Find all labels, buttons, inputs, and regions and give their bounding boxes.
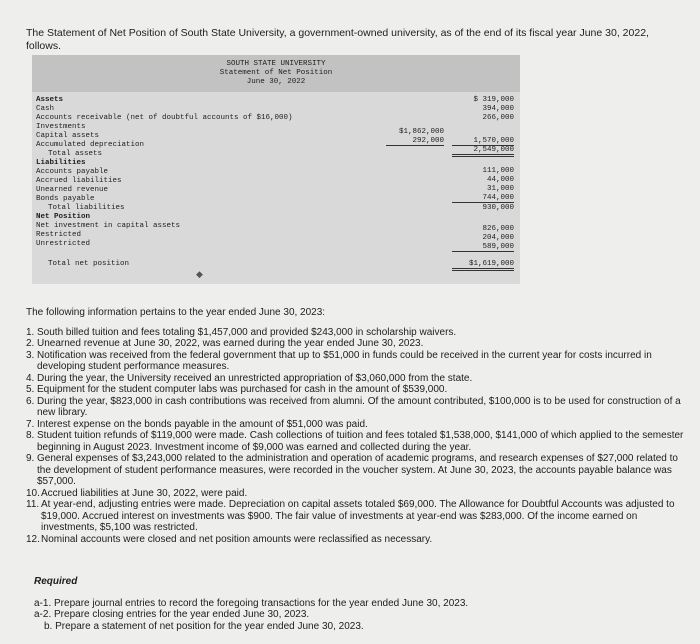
row-value: 589,000 <box>452 243 514 252</box>
row-label-total: Total liabilities <box>48 204 125 212</box>
row-liabilities-header: Liabilities <box>36 159 86 167</box>
required-item-a2: a-2. Prepare closing entries for the year ended June 30, 2023. <box>34 609 310 620</box>
statement-heading-date: June 30, 2022 <box>246 78 306 86</box>
list-item: 11. At year-end, adjusting entries were made. Depreciation on capital assets totaled $69,000. The Allowance for Doubtful Accounts was adjusted to $19,000. Accrued interest on investments was $900. The fair value of investments at year-end was $283,000. Of the income earned on investments, $5,100 was restricted. <box>26 499 675 533</box>
list-item: 6. During the year, $823,000 in cash contributions was received from alumni. Of the amount contributed, $100,000 is to be used for construction of a new library. <box>26 395 681 418</box>
row-value-col1: 292,000 <box>386 137 444 146</box>
statement-of-net-position <box>32 55 520 284</box>
row-net-position-header: Net Position <box>36 213 91 221</box>
list-item: 2. Unearned revenue at June 30, 2022, was earned during the year ended June 30, 2023. <box>26 338 424 349</box>
row-label: Accounts receivable (net of doubtful accounts of $16,000) <box>36 114 293 122</box>
required-item-b: b. Prepare a statement of net position for the year ended June 30, 2023. <box>44 620 364 632</box>
information-section <box>26 307 686 545</box>
required-section <box>34 576 468 632</box>
row-value: $ 319,000 <box>473 96 514 104</box>
row-value: 44,000 <box>486 176 514 184</box>
row-label: Accounts payable <box>36 168 109 176</box>
row-label: Accumulated depreciation <box>36 141 145 149</box>
required-item-a1: a-1. Prepare journal entries to record the foregoing transactions for the year ended June 30, 2023. <box>34 597 469 609</box>
row-label: Bonds payable <box>36 195 95 203</box>
statement-heading-title: Statement of Net Position <box>219 69 333 77</box>
list-item: 5. Equipment for the student computer labs was purchased for cash in the amount of $539,000. <box>26 384 448 395</box>
row-value-total: 2,549,000 <box>452 146 514 157</box>
row-label: Investments <box>36 123 86 131</box>
required-title: Required <box>34 576 78 587</box>
row-value: 744,000 <box>452 194 514 203</box>
statement-heading-university: SOUTH STATE UNIVERSITY <box>226 60 326 68</box>
list-item: 3. Notification was received from the federal government that up to $51,000 in funds could be received in the current year for costs incurred in developing student performance measures. <box>26 349 652 372</box>
list-item: 7. Interest expense on the bonds payable in the amount of $51,000 was paid. <box>26 418 368 430</box>
row-value: 266,000 <box>482 114 514 122</box>
row-value: 1,570,000 <box>452 137 514 146</box>
row-value: 394,000 <box>482 105 514 113</box>
row-label: Accrued liabilities <box>36 177 122 185</box>
list-item: 10. Accrued liabilities at June 30, 2022, were paid. <box>26 487 248 499</box>
row-value: 826,000 <box>482 225 514 233</box>
row-label-total: Total net position <box>48 260 130 268</box>
row-label-total: Total assets <box>48 150 103 158</box>
list-item: 1. South billed tuition and fees totaling $1,457,000 and provided $243,000 in scholarship waivers. <box>26 326 457 338</box>
row-label: Capital assets <box>36 132 100 140</box>
row-value-total: $1,619,000 <box>452 260 514 271</box>
row-value-total: 930,000 <box>482 204 514 212</box>
row-value: 204,000 <box>482 234 514 242</box>
row-assets-header: Assets <box>36 96 64 104</box>
list-item: 12. Nominal accounts were closed and net position amounts were reclassified as necessary. <box>26 533 433 545</box>
transaction-list <box>26 327 686 546</box>
row-label: Net investment in capital assets <box>36 222 181 230</box>
information-intro: The following information pertains to the year ended June 30, 2023: <box>26 307 326 318</box>
mouse-cursor-icon: ◆ <box>196 269 203 279</box>
row-label: Cash <box>36 105 55 113</box>
intro-paragraph: The Statement of Net Position of South State University, a government-owned university, as of the end of its fiscal year June 30, 2022, follows. <box>26 27 649 52</box>
statement-heading <box>32 55 520 92</box>
row-label: Unearned revenue <box>36 186 109 194</box>
row-value: 111,000 <box>482 167 514 175</box>
list-item: 4. During the year, the University received an unrestricted appropriation of $3,060,000 from the state. <box>26 372 473 384</box>
row-label: Restricted <box>36 231 82 239</box>
row-value-col1: $1,862,000 <box>398 128 444 136</box>
row-value: 31,000 <box>486 185 514 193</box>
list-item: 8. Student tuition refunds of $119,000 were made. Cash collections of tuition and fees totaled $1,538,000, $141,000 of which applied to the semester beginning in August 2023. Investment income of $9,000 was earned and collected during the year. <box>26 430 684 453</box>
list-item: 9. General expenses of $3,243,000 related to the administration and operation of academic programs, and research expenses of $27,000 related to the development of student performance measures, were recorded in the voucher system. At June 30, 2023, the accounts payable balance was $57,000. <box>26 453 678 487</box>
row-label: Unrestricted <box>36 240 91 248</box>
